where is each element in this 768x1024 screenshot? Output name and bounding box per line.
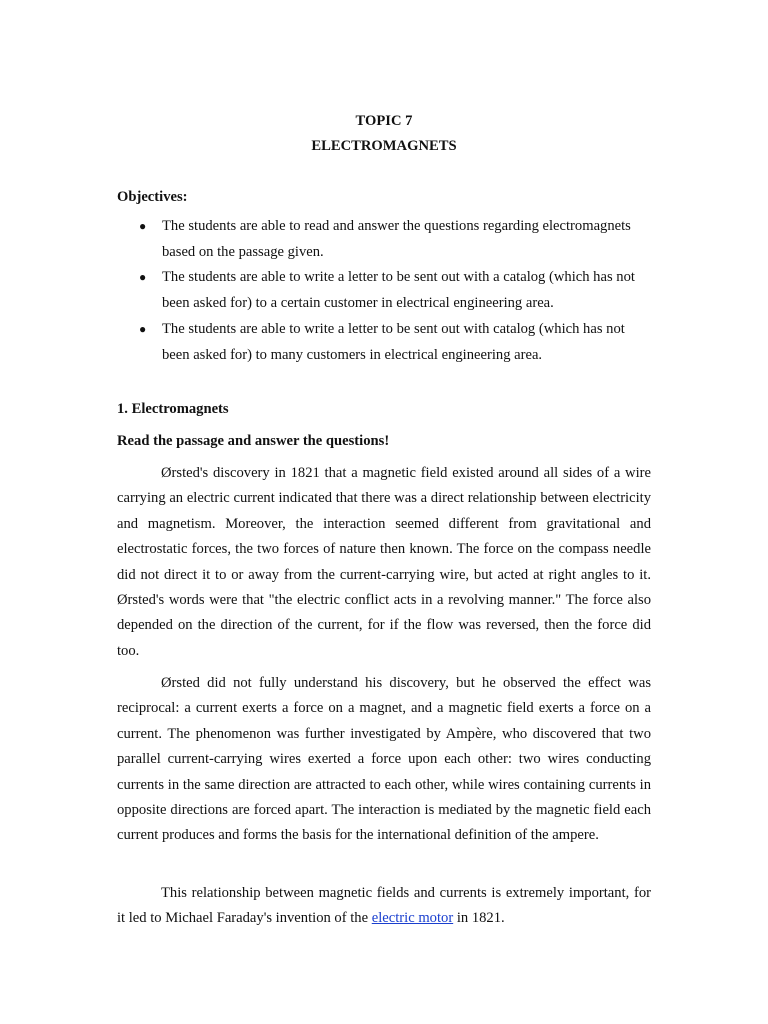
electric-motor-link[interactable]: electric motor <box>371 910 454 927</box>
bullet-icon: ● <box>139 321 147 336</box>
page-title: ELECTROMAGNETS <box>311 138 457 154</box>
passage-paragraph <box>117 881 651 932</box>
passage-paragraph: Ørsted's discovery in 1821 that a magnetic field existed around all sides of a wire carrying an electric current indicated that there was a direct relationship between electricity and magnetism. Moreover, the interaction seemed different from gravitational and electrostatic forces, the two forces of nature then known. The force on the compass needle did not direct it to or away from the current-carrying wire, but acted at right angles to it. Ørsted's words were that "the electric conflict acts in a revolving manner." The force also depended on the direction of the current, for if the flow was reversed, then the force did too. <box>117 465 651 659</box>
objective-text: The students are able to write a letter to be sent out with a catalog (which has not been asked for) to a certain customer in electrical engineering area. <box>162 269 635 312</box>
topic-number: TOPIC 7 <box>355 113 413 129</box>
objectives-list <box>117 214 637 368</box>
list-item <box>117 214 637 265</box>
objective-text: The students are able to write a letter to be sent out with catalog (which has not been asked for) to many customers in electrical engineering area. <box>162 320 625 363</box>
objectives-heading: Objectives: <box>117 189 188 205</box>
bullet-icon: ● <box>139 219 147 233</box>
list-item <box>117 265 637 316</box>
bullet-icon: ● <box>139 270 147 285</box>
objective-text: The students are able to read and answer the questions regarding electromagnets based on the passage given. <box>162 218 631 260</box>
paragraph-text: This relationship between magnetic fields and currents is extremely important, for it led to Michael Faraday's invention of the <box>117 885 651 927</box>
section-heading: 1. Electromagnets <box>117 401 229 417</box>
paragraph-text: in 1821. <box>456 910 505 927</box>
instruction-text: Read the passage and answer the questions! <box>117 433 390 449</box>
list-item <box>117 317 637 368</box>
passage-paragraph: Ørsted did not fully understand his discovery, but he observed the effect was reciprocal: a current exerts a force on a magnet, and a magnetic field exerts a force on a current. The phenomenon was further investigated by Ampère, who discovered that two parallel current-carrying wires exerted a force upon each other: two wires conducting currents in the same direction are attracted to each other, while wires containing currents in opposite directions are forced apart. The interaction is mediated by the magnetic field each current produces and forms the basis for the international definition of the ampere. <box>117 675 651 844</box>
